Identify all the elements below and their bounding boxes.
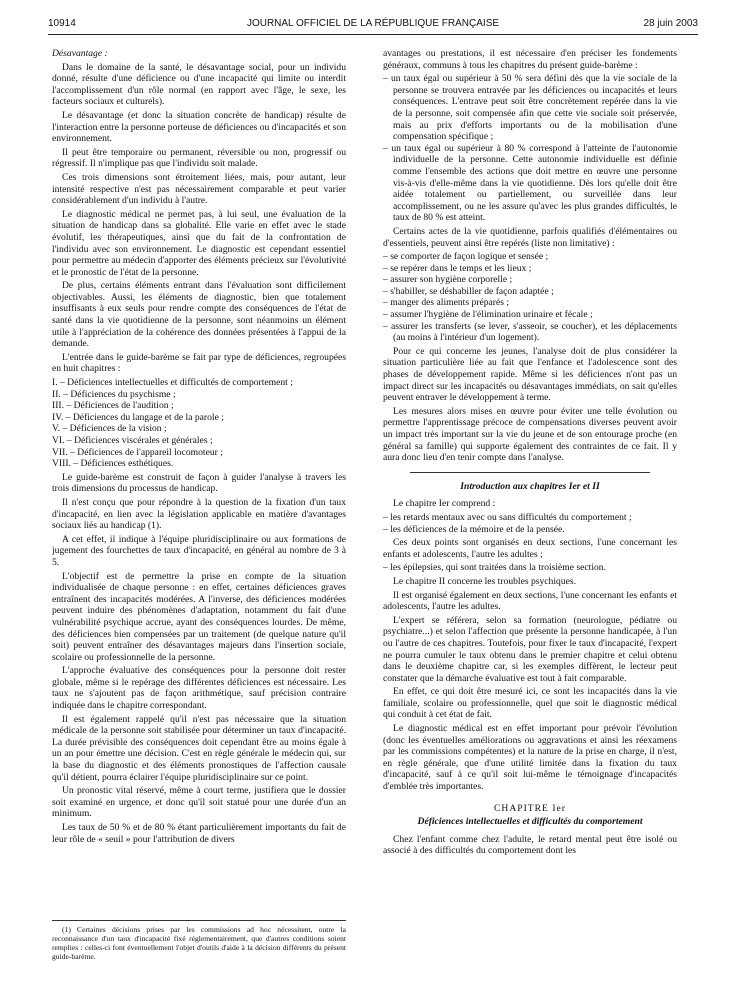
page-number: 10914	[48, 18, 76, 29]
paragraph: Le guide-barème est construit de façon à guider l'analyse à travers les trois dimensions du processus de handicap.	[52, 471, 346, 495]
daily-act-item: – assurer les transferts (se lever, s'asseoir, se coucher), et les déplacements (au moins à l'intérieur d'un logement).	[383, 320, 677, 344]
paragraph: L'expert se référera, selon sa formation (neurologue, pédiatre ou psychiatre...) et selon l'affection que présente la personne handicapée, à l'un ou l'autre de ces chapitres. Toutefois, pour fixer le taux d'incapacité, l'expert ne pourra cumuler le taux obtenu dans le premier chapitre et celui obtenu dans le deuxième chapitre car, si les exemples diffèrent, le lecteur peut constater que la démarche évaluative est tout à fait comparable.	[383, 614, 677, 684]
section-divider	[410, 472, 650, 473]
chapter-label: CHAPITRE Ier	[494, 802, 566, 814]
issue-date: 28 juin 2003	[643, 18, 698, 29]
chapter-list	[52, 377, 346, 470]
paragraph: Le diagnostic médical ne permet pas, à lui seul, une évaluation de la situation de handicap dans sa globalité. Elle varie en effet avec le stade évolutif, les thérapeutiques, ainsi que du fait de la confrontation de l'individu avec son environnement. Le diagnostic est cependant essentiel pour permettre au médecin d'apporter des éléments précieux sur l'évolutivité et le pronostic de l'état de la personne.	[52, 208, 346, 278]
chapter-list-item: IV. – Déficiences du langage et de la parole ;	[52, 411, 224, 423]
threshold-item: – un taux égal ou supérieur à 50 % sera défini dès que la vie sociale de la personne se trouvera entravée par les déficiences ou incapacités et leurs conséquences. L'entrave peut soit être concrètement repérée dans la vie de la personne, soit compensée afin que cette vie sociale soit préservée, mais au prix d'efforts importants ou de la mobilisation d'une compensation spécifique ;	[383, 73, 677, 143]
paragraph: En effet, ce qui doit être mesuré ici, ce sont les incapacités dans la vie familiale, scolaire ou professionnelle, quel que soit le diagnostic médical qui conduit à cet état de fait.	[383, 686, 677, 721]
section-heading-desavantage: Désavantage :	[52, 48, 108, 59]
chapter-list-item: III. – Déficiences de l'audition ;	[52, 400, 174, 412]
intro-heading: Introduction aux chapitres Ier et II	[460, 480, 600, 492]
chapter-list-item: VII. – Déficiences de l'appareil locomoteur ;	[52, 446, 223, 458]
chapter-title: Déficiences intellectuelles et difficultés du comportement	[417, 816, 643, 828]
paragraph: Le chapitre II concerne les troubles psychiques.	[393, 575, 577, 587]
daily-act-item: – manger des aliments préparés ;	[383, 297, 510, 309]
chapter1-content-item: – les déficiences de la mémoire et de la pensée.	[383, 523, 565, 535]
chapter1-content-list	[383, 512, 677, 535]
paragraph: L'objectif est de permettre la prise en compte de la situation individualisée de chaque personne : en effet, certaines déficiences graves entraînent des incapacités modérées. A l'inverse, des déficiences modérées peuvent induire des phénomènes d'adaptation, notamment du fait d'une vulnérabilité psychique accrue, ayant des conséquences lourdes. De même, des déficiences bien compensées par un traitement (de quelque nature qu'il soit) peuvent entraîner des désavantages majeurs dans l'insertion sociale, scolaire ou professionnelle de la personne.	[52, 570, 346, 663]
paragraph: A cet effet, il indique à l'équipe pluridisciplinaire ou aux formations de jugement des fourchettes de taux d'incapacité, en général au nombre de 3 à 5.	[52, 533, 346, 568]
paragraph: Les mesures alors mises en œuvre pour éviter une telle évolution ou permettre l'apprentissage précoce de compensations diverses peuvent avoir un impact très important sur la vie du jeune et de son entourage proche (en général sa famille) qui supporte également des contraintes de ce fait. Il y aura donc lieu d'en tenir compte dans l'analyse.	[383, 405, 677, 464]
paragraph: Il est organisé également en deux sections, l'une concernant les enfants et adolescents, l'autre les adultes.	[383, 589, 677, 613]
threshold-list	[383, 73, 677, 224]
paragraph: Un pronostic vital réservé, même à court terme, justifiera que le dossier soit examiné en urgence, et donc qu'il soit statué pour une durée d'un an minimum.	[52, 785, 346, 820]
right-column	[383, 48, 677, 928]
paragraph: Le diagnostic médical est en effet important pour prévoir l'évolution (donc les éventuelles améliorations ou aggravations et ainsi les réexamens par les commissions compétentes) et la nature de la prise en charge, il n'est, en règle générale, que d'une utilité limitée dans la fixation du taux d'incapacité, sauf à ce qu'il soit lui-même le témoignage d'incapacités d'emblée très importantes.	[383, 723, 677, 793]
paragraph: Pour ce qui concerne les jeunes, l'analyse doit de plus considérer la situation particulière liée au fait que l'enfance et l'adolescence sont des phases de développement rapide. Même si les déficiences n'ont pas un impact direct sur les incapacités ou désavantages immédiats, on sait qu'elles peuvent entraver le développement à terme.	[383, 345, 677, 404]
paragraph: Dans le domaine de la santé, le désavantage social, pour un individu donné, résulte d'une déficience ou d'une incapacité qui limite ou interdit l'accomplissement d'un rôle normal (en rapport avec l'âge, le sexe, les facteurs sociaux et culturels).	[52, 61, 346, 108]
chapter-list-item: I. – Déficiences intellectuelles et difficultés de comportement ;	[52, 377, 293, 389]
chapter-list-item: VI. – Déficiences viscérales et générales ;	[52, 435, 213, 446]
paragraph: Les taux de 50 % et de 80 % étant particulièrement importants du fait de leur rôle de « seuil » pour l'attribution de divers	[52, 822, 346, 845]
footnote	[52, 920, 346, 961]
daily-act-item: – assurer son hygiène corporelle ;	[383, 274, 513, 286]
paragraph: Il n'est conçu que pour répondre à la question de la fixation d'un taux d'incapacité, en lien avec la législation applicable en matière d'avantages sociaux liés au handicap (1).	[52, 496, 346, 532]
paragraph: Il peut être temporaire ou permanent, réversible ou non, progressif ou régressif. Il n'implique pas que l'individu soit malade.	[52, 146, 346, 170]
paragraph: De plus, certains éléments entrant dans l'évaluation sont difficilement objectivables. Aussi, les éléments de diagnostic, bien que totalement insuffisants à eux seuls pour rendre compte des conséquences de l'état de santé dans la vie quotidienne de la personne, sont néanmoins un élément utile à l'appréciation de la cohérence des données présentées à l'appui de la demande.	[52, 280, 346, 350]
daily-act-item: – assumer l'hygiène de l'élimination urinaire et fécale ;	[383, 309, 593, 321]
daily-acts-list	[383, 251, 677, 344]
chapter-list-item: II. – Déficiences du psychisme ;	[52, 388, 176, 400]
threshold-item: – un taux égal ou supérieur à 80 % correspond à l'atteinte de l'autonomie individuelle de la personne. Cette autonomie individuelle est définie comme l'ensemble des actions que doit mettre en œuvre une personne vis-à-vis d'elle-même dans la vie quotidienne. Dès lors qu'elle doit être aidée totalement ou partiellement, ou surveillée dans leur accomplissement, ou ne les assure qu'avec les plus grandes difficultés, le taux de 80 % est atteint.	[383, 142, 677, 224]
paragraph: avantages ou prestations, il est nécessaire d'en préciser les fondements généraux, communs à tous les chapitres du présent guide-barème :	[383, 48, 677, 71]
journal-title: JOURNAL OFFICIEL DE LA RÉPUBLIQUE FRANÇAISE	[246, 18, 500, 29]
paragraph: Chez l'enfant comme chez l'adulte, le retard mental peut être isolé ou associé à des difficultés du comportement dont les	[383, 833, 677, 857]
daily-act-item: – se repérer dans le temps et les lieux ;	[383, 262, 532, 274]
chapter-list-item: VIII. – Déficiences esthétiques.	[52, 458, 174, 470]
paragraph: Le chapitre Ier comprend :	[393, 498, 496, 510]
paragraph: Ces trois dimensions sont étroitement liées, mais, pour autant, leur intensité respective n'est pas nécessairement comparable et peut varier considérablement d'un individu à l'autre.	[52, 171, 346, 207]
paragraph: Ces deux points sont organisés en deux sections, l'une concernant les enfants et adolescents, l'autre les adultes ;	[383, 537, 677, 560]
footnote-text: (1) Certaines décisions prises par les commissions ad hoc nécessitent, outre la reconnaissance d'un taux d'incapacité fixé réglementairement, que d'autres conditions soient remplies : celles-ci font éventuellement l'objet d'outils d'aide à la décision différents du présent guide-barème.	[52, 925, 346, 961]
daily-act-item: – s'habiller, se déshabiller de façon adaptée ;	[383, 285, 554, 297]
page-header	[48, 18, 698, 35]
paragraph: L'entrée dans le guide-barème se fait par type de déficiences, regroupées en huit chapitres :	[52, 351, 346, 375]
left-column	[52, 48, 346, 928]
paragraph: Le désavantage (et donc la situation concrète de handicap) résulte de l'interaction entre la personne porteuse de déficiences ou d'incapacités et son environnement.	[52, 109, 346, 145]
chapter-list-item: V. – Déficiences de la vision ;	[52, 423, 167, 435]
chapter1-content-list-2	[383, 562, 677, 574]
paragraph: Il est également rappelé qu'il n'est pas nécessaire que la situation médicale de la personne soit stabilisée pour déterminer un taux d'incapacité. La durée prévisible des conséquences doit cependant être au moins égale à un an pour émettre une décision. C'est en règle générale le médecin qui, sur la base du diagnostic et des éléments pronostiques de l'affection causale qu'il détient, pourra éclairer l'équipe pluridisciplinaire sur ce point.	[52, 713, 346, 783]
chapter1-content-item: – les épilepsies, qui sont traitées dans la troisième section.	[383, 562, 607, 574]
chapter1-content-item: – les retards mentaux avec ou sans difficultés du comportement ;	[383, 511, 632, 523]
daily-act-item: – se comporter de façon logique et sensée ;	[383, 251, 549, 263]
paragraph: Certains actes de la vie quotidienne, parfois qualifiés d'élémentaires ou d'essentiels, peuvent ainsi être repérés (liste non limitative) :	[383, 225, 677, 249]
paragraph: L'approche évaluative des conséquences pour la personne doit rester globale, même si le repérage des différentes déficiences est nécessaire. Les taux ne s'ajoutent pas de façon arithmétique, sauf précision contraire indiquée dans le chapitre correspondant.	[52, 665, 346, 712]
